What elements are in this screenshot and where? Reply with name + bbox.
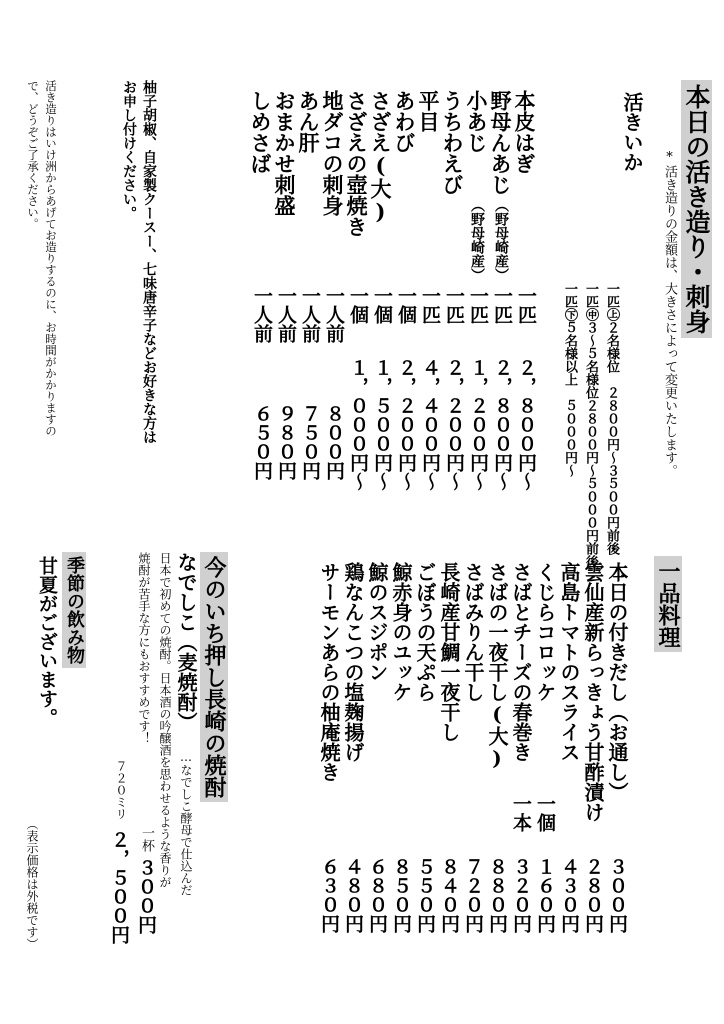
live-item-name: 平目 (416, 90, 441, 132)
ippin-item-name: 本日の付きだし（お通し） (605, 562, 629, 802)
ippin-item-price: ２８０円 (582, 857, 604, 933)
live-item-unit: 一匹 (491, 286, 513, 324)
shochu-bottle-label: ７２０ミリ (114, 760, 128, 820)
live-item-name: しめさば (248, 90, 273, 174)
ippin-item-name: 高島トマトのスライス (557, 562, 581, 762)
ippin-section-title: 一品料理 (654, 556, 682, 652)
shochu-cup-label: 一杯 (139, 826, 154, 852)
live-footnote: 活き造りはいけ洲からあげてお造りするのに、お時間がかかりますの (44, 80, 58, 437)
live-item-note: （野母崎産） (469, 198, 485, 282)
live-price-note: *活き造りの金額は、大きさによって変更いたします。 (662, 150, 677, 477)
live-item-name: 小あじ (464, 90, 489, 153)
live-item-name: 地ダコの刺身 (320, 90, 345, 216)
ippin-item-price: １６０円 (534, 857, 556, 933)
ippin-item-name: くじらコロッケ (533, 562, 557, 702)
tax-note: （表示価格は外税です） (25, 818, 39, 950)
live-item-price: ４，４００円〜 (419, 358, 441, 491)
shochu-desc: …なでしこ酵母で仕込んだ (179, 750, 193, 896)
shochu-bottle-price: ２，５００円 (108, 830, 130, 944)
live-item-unit: 一人前 (251, 286, 273, 343)
live-item-price: ２，８００円〜 (515, 358, 537, 491)
condiments-note: お申し付けください。 (121, 80, 137, 220)
ippin-item-name: さばとチーズの春巻き (509, 562, 533, 762)
ippin-item-price: ８８０円 (486, 857, 508, 933)
ippin-item-name: 鯨のスジポン (365, 562, 389, 682)
live-item-name: 野母んあじ (488, 90, 513, 195)
ippin-item-name: 鯨赤身のユッケ (389, 562, 413, 702)
live-item-price: １，０００円〜 (347, 358, 369, 491)
live-item-unit: 一匹 (419, 286, 441, 324)
live-ika-name: 活きいか (620, 92, 644, 172)
live-section-title: 本日の活き造り・刺身 (681, 80, 712, 338)
ippin-item-name: さばみりん干し (461, 562, 485, 702)
ippin-item-name: 鶏なんこつの塩麹揚げ (341, 562, 365, 762)
ippin-item-name: ごぼうの天ぷら (413, 562, 437, 702)
ippin-item-unit: 一個 (534, 794, 556, 832)
live-item-note: （野母崎産） (493, 198, 509, 282)
live-item-unit: 一人前 (275, 286, 297, 343)
ippin-item-price: ５５０円 (414, 857, 436, 933)
shochu-name: なでしこ（麦焼酎） (174, 552, 198, 732)
live-item-unit: 一匹 (443, 286, 465, 324)
ippin-item-name: さばの一夜干し(大) (485, 562, 509, 770)
season-text: 甘夏がございます。 (36, 556, 58, 727)
ippin-item-name: 長崎産甘鯛一夜干し (437, 562, 461, 742)
shochu-section-title: 今のいち押し長崎の焼酎 (200, 552, 228, 802)
ippin-item-price: ８５０円 (390, 857, 412, 933)
ippin-item-price: ３００円 (606, 857, 628, 933)
live-item-name: さざえ(大) (368, 90, 393, 224)
live-item-price: ６５０円 (251, 404, 273, 480)
live-item-name: あん肝 (296, 90, 321, 153)
live-item-unit: 一個 (395, 286, 417, 324)
live-item-price: ２，２００円〜 (395, 358, 417, 491)
shochu-desc: 焼酎が苦手な方にもおすすめです！ (137, 552, 151, 744)
live-item-price: １，２００円〜 (467, 358, 489, 491)
live-item-unit: 一匹 (467, 286, 489, 324)
live-item-unit: 一個 (371, 286, 393, 324)
ippin-item-price: ３２０円 (510, 857, 532, 933)
live-ika-option: 一匹㊦５名様以上 ５０００円〜 (562, 282, 577, 477)
ippin-item-price: ６８０円 (366, 857, 388, 933)
season-section-title: 季節の飲み物 (62, 552, 86, 668)
live-item-price: ８００円 (323, 404, 345, 480)
live-ika-option: 一匹㊤２名様位 ２８００円〜３５００円前後 (604, 282, 619, 555)
live-item-name: 本皮はぎ (512, 90, 537, 174)
live-item-name: あわび (392, 90, 417, 153)
ippin-item-unit: 一本 (510, 794, 532, 832)
live-item-price: ２，８００円〜 (491, 358, 513, 491)
shochu-desc: 日本で初めての焼酎。日本酒の吟醸酒を思わせるような香りが (158, 552, 172, 888)
live-item-name: さざえの壺焼き (344, 90, 369, 237)
shochu-cup-price: ３００円 (135, 858, 157, 934)
live-item-price: ７５０円 (299, 404, 321, 480)
ippin-item-price: ６３０円 (318, 857, 340, 933)
condiments-note: 柚子胡椒、自家製クースー、七味唐辛子などお好きな方は (141, 80, 157, 444)
live-item-unit: 一個 (347, 286, 369, 324)
ippin-item-name: サーモンあらの柚庵焼き (317, 562, 341, 782)
live-item-unit: 一人前 (323, 286, 345, 343)
live-item-unit: 一匹 (515, 286, 537, 324)
live-item-name: うちわえび (440, 90, 465, 195)
ippin-item-price: ８４０円 (438, 857, 460, 933)
ippin-item-price: ４３０円 (558, 857, 580, 933)
live-item-name: おまかせ刺盛 (272, 90, 297, 216)
live-ika-option: 一匹㊥３〜５名様位２８００円〜５０００円前後 (583, 282, 598, 568)
live-item-unit: 一人前 (299, 286, 321, 343)
ippin-item-price: ４８０円 (342, 857, 364, 933)
ippin-item-price: ７２０円 (462, 857, 484, 933)
live-item-price: １，５００円〜 (371, 358, 393, 491)
live-item-price: ２，２００円〜 (443, 358, 465, 491)
ippin-item-name: 雲仙産新らっきょう甘酢漬け (581, 562, 605, 822)
live-item-price: ９８０円 (275, 404, 297, 480)
live-footnote: で、どうぞご了承ください。 (26, 80, 40, 230)
